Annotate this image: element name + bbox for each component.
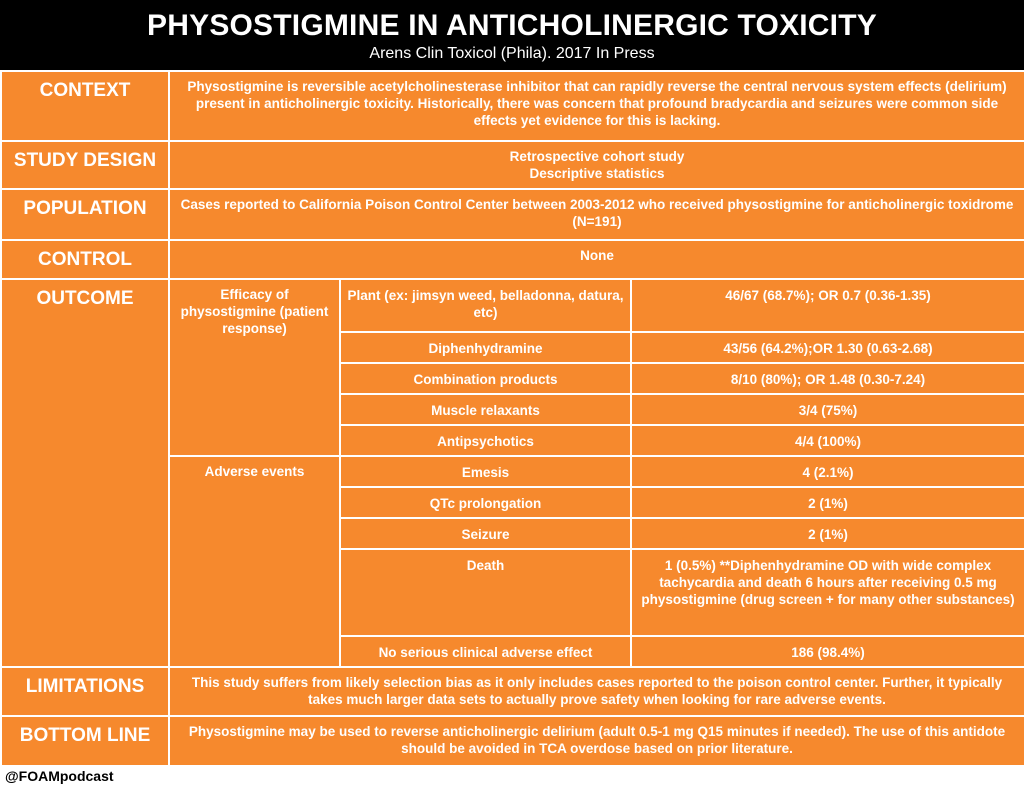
adverse-item: No serious clinical adverse effect (340, 636, 631, 667)
efficacy-value: 8/10 (80%); OR 1.48 (0.30-7.24) (631, 363, 1024, 394)
limitations-row (1, 667, 1024, 716)
efficacy-value: 3/4 (75%) (631, 394, 1024, 425)
efficacy-item: Combination products (340, 363, 631, 394)
page-title: PHYSOSTIGMINE IN ANTICHOLINERGIC TOXICITY (147, 9, 877, 42)
limitations-label: LIMITATIONS (1, 667, 169, 716)
limitations-text: This study suffers from likely selection bias as it only includes cases reported to the poison control center. Further, it typically takes much larger data sets to actually prove safety when looking for rare adverse events. (169, 667, 1024, 716)
bottom-line-row (1, 716, 1024, 766)
study-design-line-1: Retrospective cohort study (509, 149, 685, 164)
context-row (1, 71, 1024, 141)
study-design-text (169, 141, 1024, 189)
summary-table (0, 70, 1024, 767)
efficacy-item: Muscle relaxants (340, 394, 631, 425)
adverse-value: 186 (98.4%) (631, 636, 1024, 667)
efficacy-value: 43/56 (64.2%);OR 1.30 (0.63-2.68) (631, 332, 1024, 363)
population-text: Cases reported to California Poison Control Center between 2003-2012 who received physostigmine for anticholinergic toxidrome (N=191) (169, 189, 1024, 240)
adverse-value: 1 (0.5%) **Diphenhydramine OD with wide complex tachycardia and death 6 hours after receiving 0.5 mg physostigmine (drug screen + for many other substances) (631, 549, 1024, 636)
adverse-item: Emesis (340, 456, 631, 487)
population-row (1, 189, 1024, 240)
efficacy-item: Plant (ex: jimsyn weed, belladonna, datura, etc) (340, 279, 631, 332)
control-label: CONTROL (1, 240, 169, 279)
adverse-value: 2 (1%) (631, 518, 1024, 549)
study-design-label: STUDY DESIGN (1, 141, 169, 189)
adverse-value: 4 (2.1%) (631, 456, 1024, 487)
efficacy-value: 4/4 (100%) (631, 425, 1024, 456)
adverse-item: QTc prolongation (340, 487, 631, 518)
population-label: POPULATION (1, 189, 169, 240)
efficacy-item: Diphenhydramine (340, 332, 631, 363)
header-banner (0, 0, 1024, 70)
podcast-handle: @FOAMpodcast (5, 768, 114, 784)
table-row (1, 279, 1024, 332)
efficacy-value: 46/67 (68.7%); OR 0.7 (0.36-1.35) (631, 279, 1024, 332)
study-design-line-2: Descriptive statistics (529, 166, 665, 181)
context-text: Physostigmine is reversible acetylcholinesterase inhibitor that can rapidly reverse the central nervous system effects (delirium) present in anticholinergic toxicity. Historically, there was concern that profound bradycardia and seizures were common side effects yet evidence for this is lacking. (169, 71, 1024, 141)
efficacy-label: Efficacy of physostigmine (patient response) (169, 279, 340, 456)
adverse-item: Death (340, 549, 631, 636)
bottom-line-label: BOTTOM LINE (1, 716, 169, 766)
control-row (1, 240, 1024, 279)
bottom-line-text: Physostigmine may be used to reverse anticholinergic delirium (adult 0.5-1 mg Q15 minutes if needed). The use of this antidote should be avoided in TCA overdose based on prior literature. (169, 716, 1024, 766)
control-text: None (169, 240, 1024, 279)
adverse-item: Seizure (340, 518, 631, 549)
citation-subtitle: Arens Clin Toxicol (Phila). 2017 In Press (369, 45, 655, 62)
adverse-events-label: Adverse events (169, 456, 340, 667)
context-label: CONTEXT (1, 71, 169, 141)
outcome-label: OUTCOME (1, 279, 169, 667)
efficacy-item: Antipsychotics (340, 425, 631, 456)
adverse-value: 2 (1%) (631, 487, 1024, 518)
study-design-row (1, 141, 1024, 189)
